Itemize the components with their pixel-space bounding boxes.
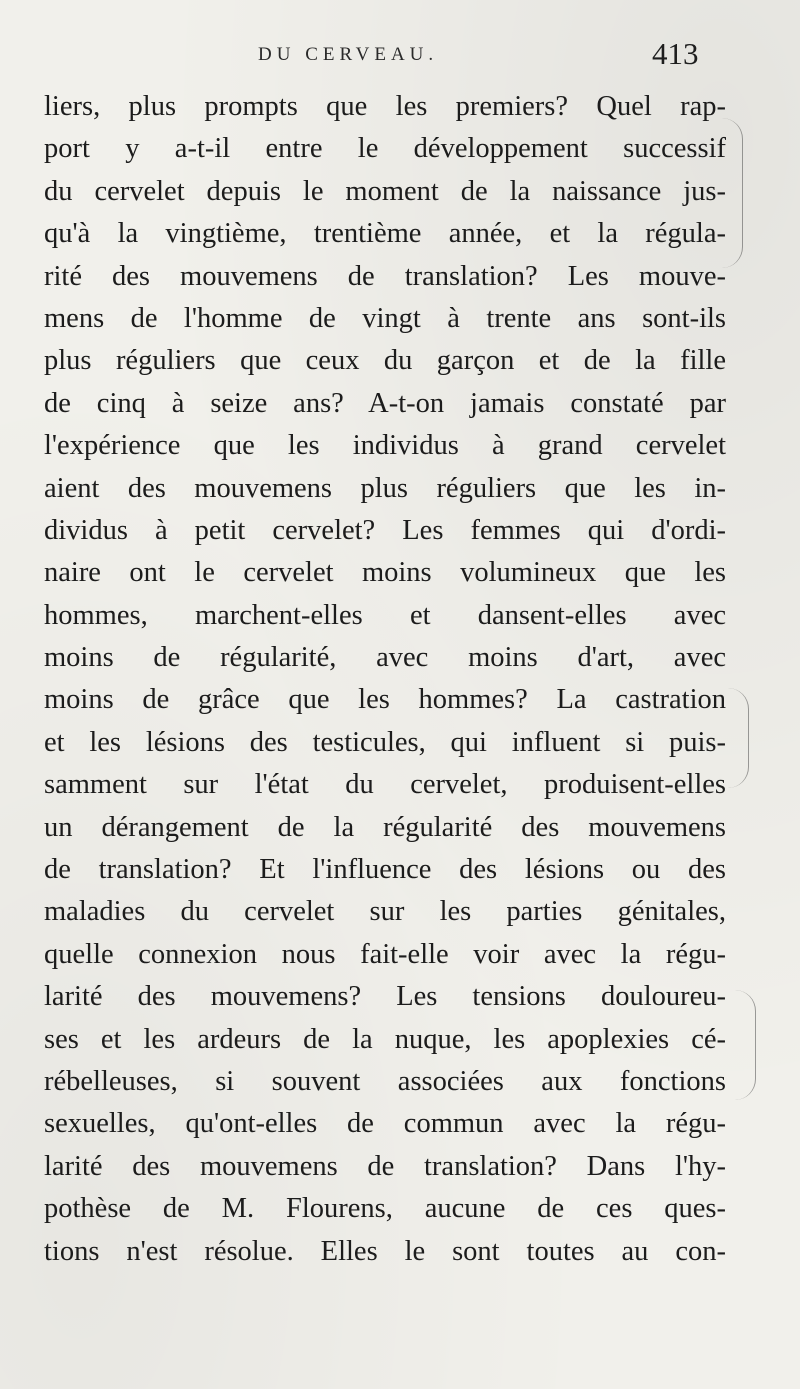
text-line: naire ont le cervelet moins volumineux que les [44,557,726,589]
text-line: samment sur l'état du cervelet, produisent-elles [44,769,726,801]
text-line: port y a-t-il entre le développement successif [44,133,726,165]
text-line: sexuelles, qu'ont-elles de commun avec la régu- [44,1108,726,1140]
text-line: moins de régularité, avec moins d'art, avec [44,642,726,674]
margin-pencil-mark [728,688,749,788]
text-line: dividus à petit cervelet? Les femmes qui d'ordi- [44,514,726,546]
page-number: 413 [652,36,699,71]
text-line: rité des mouvemens de translation? Les mouve- [44,260,726,292]
text-line: et les lésions des testicules, qui influent si puis- [44,726,726,758]
text-line: plus réguliers que ceux du garçon et de la fille [44,345,726,377]
text-line: larité des mouvemens? Les tensions douloureu- [44,981,726,1013]
text-line: rébelleuses, si souvent associées aux fonctions [44,1065,726,1097]
text-line: mens de l'homme de vingt à trente ans sont-ils [44,302,726,334]
margin-pencil-mark [735,990,756,1100]
text-line: ses et les ardeurs de la nuque, les apoplexies cé- [44,1023,726,1055]
text-line: larité des mouvemens de translation? Dans l'hy- [44,1150,726,1182]
text-line: tions n'est résolue. Elles le sont toutes au con- [44,1235,726,1267]
text-line: un dérangement de la régularité des mouvemens [44,811,726,843]
text-line: hommes, marchent-elles et dansent-elles avec [44,599,726,631]
text-line: moins de grâce que les hommes? La castration [44,684,726,716]
text-line: aient des mouvemens plus réguliers que les in- [44,472,726,504]
text-line: pothèse de M. Flourens, aucune de ces ques- [44,1193,726,1225]
running-head: DU CERVEAU. [258,44,439,65]
text-line: de translation? Et l'influence des lésions ou des [44,854,726,886]
text-line: l'expérience que les individus à grand cervelet [44,430,726,462]
text-line: qu'à la vingtième, trentième année, et la régula- [44,218,726,250]
text-line: maladies du cervelet sur les parties génitales, [44,896,726,928]
text-line: quelle connexion nous fait-elle voir avec la régu- [44,938,726,970]
margin-pencil-mark [722,118,743,268]
text-line: du cervelet depuis le moment de la naissance jus- [44,175,726,207]
text-line: de cinq à seize ans? A-t-on jamais constaté par [44,387,726,419]
text-line: liers, plus prompts que les premiers? Quel rap- [44,91,726,122]
body-text [44,86,726,1273]
